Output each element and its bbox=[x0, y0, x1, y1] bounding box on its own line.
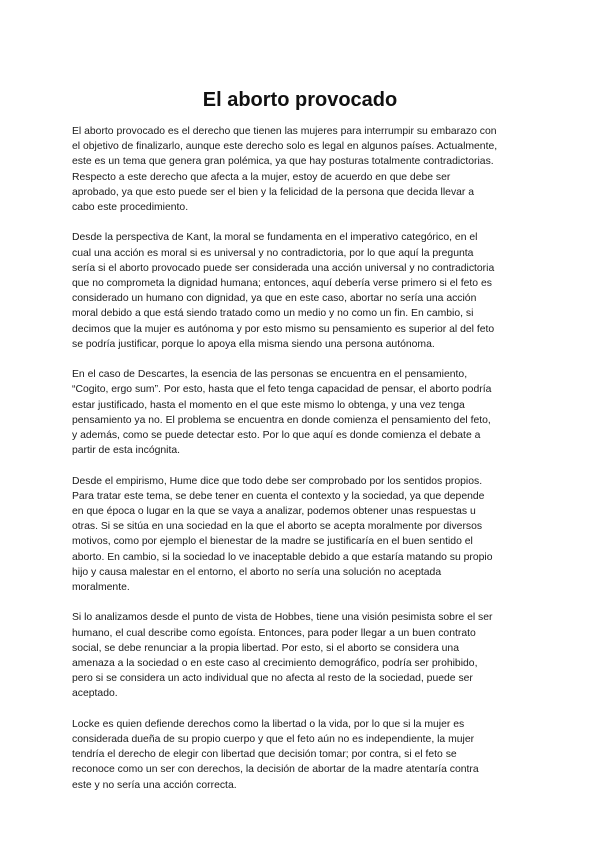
paragraph-line: y además, como se puede detectar esto. Por lo que aquí es donde comienza el debate a bbox=[72, 430, 481, 442]
paragraph-line: aborto. En cambio, si la sociedad lo ve inaceptable debido a que estaría matando su propio bbox=[72, 551, 493, 563]
paragraph-line: moralmente. bbox=[72, 582, 130, 594]
paragraph-line: cual una acción es moral si es universal y no contradictoria, por lo que aquí la pregunta bbox=[72, 247, 474, 259]
paragraph-line: tendría el derecho de elegir con libertad que decisión tomar; por contra, si el feto se bbox=[72, 749, 457, 761]
paragraph-line: se podría justificar, porque lo apoya ella misma siendo una persona autónoma. bbox=[72, 338, 435, 350]
paragraph-line: motivos, como por ejemplo el bienestar de la madre se justificaría en el buen sentido el bbox=[72, 536, 473, 548]
paragraph-line: Locke es quien defiende derechos como la libertad o la vida, por lo que si la mujer es bbox=[72, 718, 465, 730]
paragraph-line: pero si se considera un acto individual que no afecta al resto de la sociedad, puede ser bbox=[72, 673, 473, 685]
paragraph-line: Desde la perspectiva de Kant, la moral se fundamenta en el imperativo categórico, en el bbox=[72, 232, 478, 244]
paragraph-line: Respecto a este derecho que afecta a la mujer, estoy de acuerdo en que debe ser bbox=[72, 171, 451, 183]
paragraph-line: partir de esta incógnita. bbox=[72, 445, 181, 457]
paragraph bbox=[72, 610, 532, 701]
paragraph-line: El aborto provocado es el derecho que tienen las mujeres para interrumpir su embarazo con bbox=[72, 126, 497, 137]
paragraph-line: el objetivo de finalizarlo, aunque este derecho solo es legal en algunos países. Actualmente, bbox=[72, 141, 498, 153]
paragraph-line: considerado un humano con dignidad, ya que en este caso, abortar no sería una acción bbox=[72, 293, 477, 305]
paragraph bbox=[72, 367, 532, 458]
paragraph-line: este y no sería una acción correcta. bbox=[72, 779, 237, 791]
paragraph-line: amenaza a la sociedad o en este caso al crecimiento demográfico, podría ser prohibido, bbox=[72, 658, 478, 670]
paragraph-line: “Cogito, ergo sum”. Por esto, hasta que el feto tenga capacidad de pensar, el aborto podría bbox=[72, 384, 492, 396]
paragraph-line: humano, el cual describe como egoísta. Entonces, para poder llegar a un buen contrato bbox=[72, 627, 476, 639]
paragraph-line: Desde el empirismo, Hume dice que todo debe ser comprobado por los sentidos propios. bbox=[72, 475, 483, 487]
document-title: El aborto provocado bbox=[202, 89, 398, 111]
paragraph-line: en que época o lugar en la que se vaya a analizar, podemos obtener unas respuestas u bbox=[72, 506, 476, 518]
paragraph bbox=[72, 124, 532, 215]
paragraph-line: Para tratar este tema, se debe tener en cuenta el contexto y la sociedad, ya que depende bbox=[72, 490, 485, 502]
paragraph-line: cabo este procedimiento. bbox=[72, 202, 189, 214]
paragraph-line: considerada dueña de su propio cuerpo y que el feto aún no es independiente, la mujer bbox=[72, 734, 475, 746]
paragraph bbox=[72, 717, 532, 793]
paragraph-line: aprobado, ya que esto puede ser el bien y la felicidad de la persona que decida llevar a bbox=[72, 186, 475, 198]
document-body bbox=[72, 124, 532, 808]
paragraph-line: aceptado. bbox=[72, 688, 118, 700]
paragraph-line: sería si el aborto provocado puede ser considerada una acción universal y no contradictoria bbox=[72, 262, 495, 274]
paragraph-line: Si lo analizamos desde el punto de vista de Hobbes, tiene una visión pesimista sobre el ser bbox=[72, 612, 493, 624]
paragraph-line: decimos que la mujer es autónoma y por esto mismo su pensamiento es superior al del feto bbox=[72, 323, 495, 335]
paragraph-line: que no comprometa la dignidad humana; entonces, aquí debería verse primero si el feto es bbox=[72, 278, 492, 290]
paragraph-line: estar justificado, hasta el momento en el que este mismo lo obtenga, y una vez tenga bbox=[72, 399, 465, 411]
paragraph-line: pensamiento ya no. El problema se encuentra en donde comienza el pensamiento del feto, bbox=[72, 414, 491, 426]
paragraph bbox=[72, 474, 532, 596]
paragraph-line: reconoce como un ser con derechos, la decisión de abortar de la madre atentaría contra bbox=[72, 764, 479, 776]
paragraph-line: hijo y causa malestar en el entorno, el aborto no sería una solución no aceptada bbox=[72, 566, 442, 578]
paragraph-line: este es un tema que genera gran polémica, ya que hay posturas totalmente contradictorias. bbox=[72, 156, 494, 168]
paragraph-line: social, se debe renunciar a la propia libertad. Por esto, si el aborto se considera una bbox=[72, 642, 459, 654]
paragraph bbox=[72, 230, 532, 352]
paragraph-line: otras. Si se sitúa en una sociedad en la que el aborto se acepta moralmente por diversos bbox=[72, 521, 483, 533]
paragraph-line: En el caso de Descartes, la esencia de las personas se encuentra en el pensamiento, bbox=[72, 369, 468, 381]
paragraph-line: moral debido a que está siendo tratado como un medio y no como un fin. En cambio, si bbox=[72, 308, 474, 320]
